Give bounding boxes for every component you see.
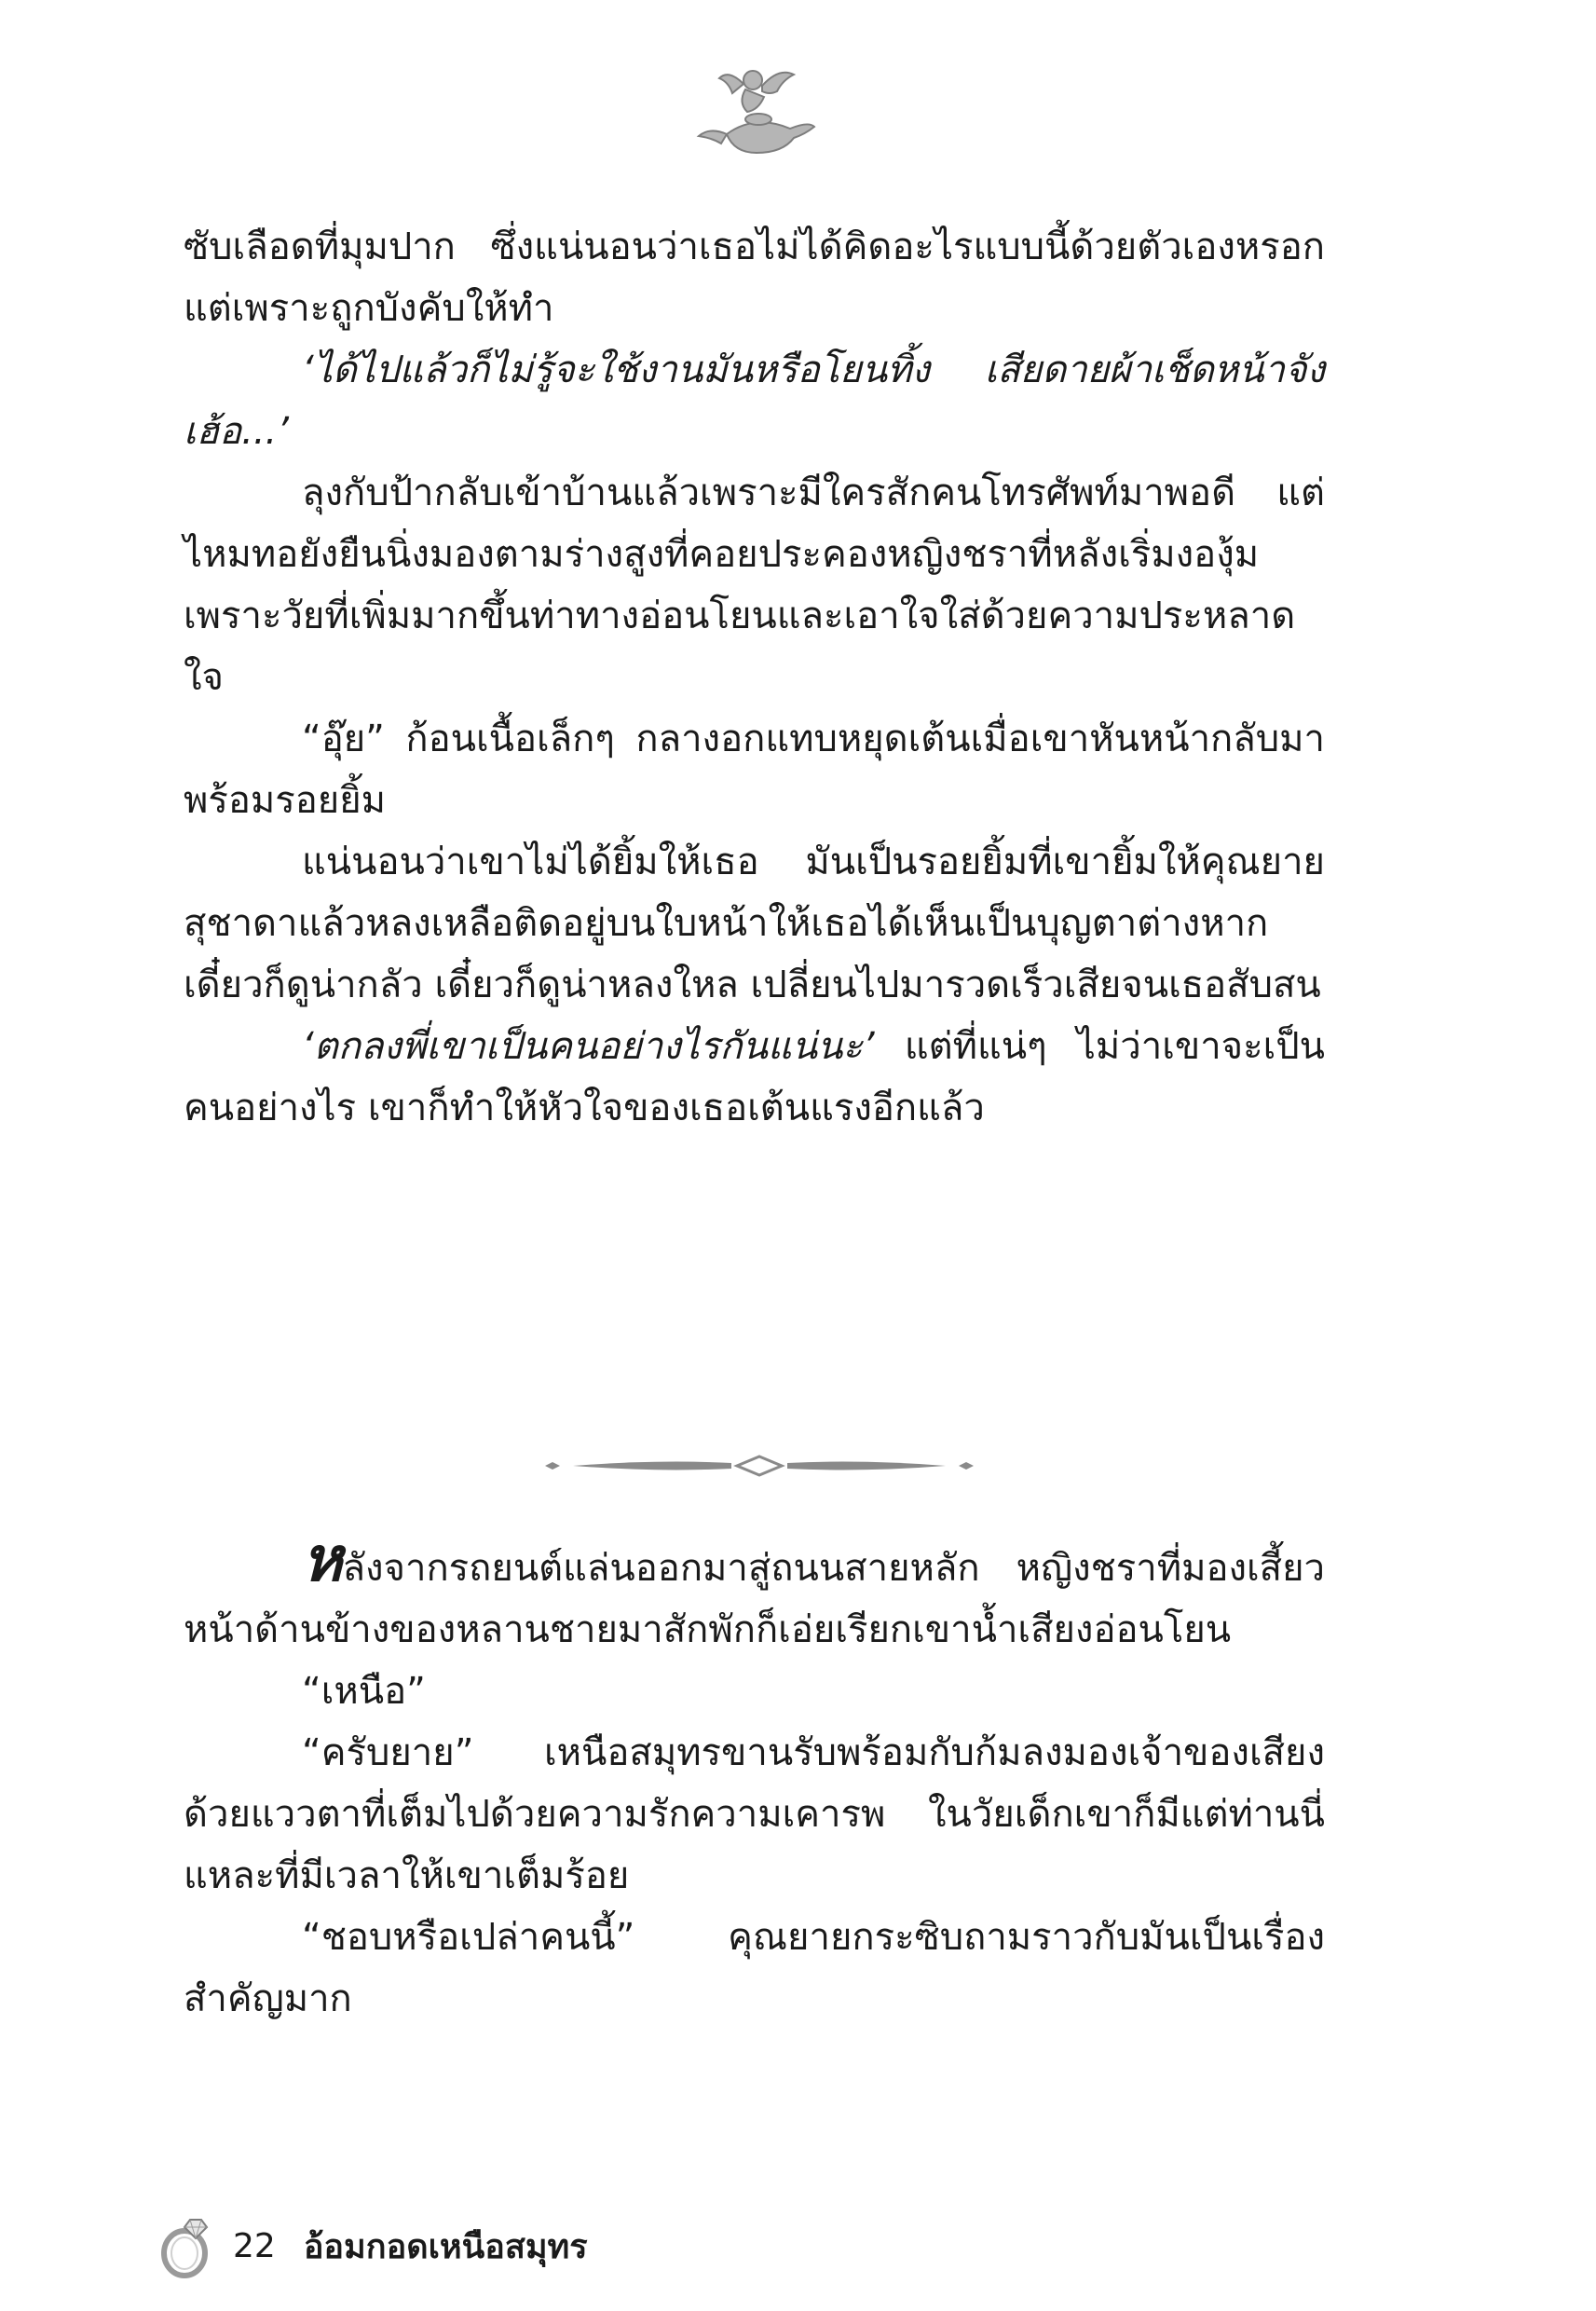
- page-footer: [158, 2208, 588, 2283]
- diamond-ring-icon: [158, 2212, 214, 2279]
- paragraph-5: แน่นอนว่าเขาไม่ได้ยิ้มให้เธอ มันเป็นรอยยิ้มที่เขายิ้มให้คุณยายสุชาดาแล้วหลงเหลือติดอยู่บนใบหน้าให้เธอได้เห็นเป็นบุญตาต่างหาก เดี๋ยวก็ดูน่ากลัว เดี๋ยวก็ดูน่าหลงใหล เปลี่ยนไปมารวดเร็วเสียจนเธอสับสน: [184, 841, 1325, 1006]
- body-text-bottom: [184, 1524, 1325, 2030]
- page-number: 22: [233, 2226, 276, 2265]
- paragraph-8: “เหนือ”: [302, 1670, 426, 1713]
- paragraph-4: “อุ๊ย” ก้อนเนื้อเล็กๆ กลางอกแทบหยุดเต้นเมื่อเขาหันหน้ากลับมาพร้อมรอยยิ้ม: [184, 718, 1325, 822]
- body-text-top: [184, 216, 1325, 1139]
- paragraph-7: หลังจากรถยนต์แล่นออกมาสู่ถนนสายหลัก หญิงชราที่มองเสี้ยวหน้าด้านข้างของหลานชายมาสักพักก็เอ่ยเรียกเขาน้ำเสียงอ่อนโยน: [184, 1524, 1325, 1651]
- book-title: อ้อมกอดเหนือสมุทร: [303, 2227, 588, 2266]
- paragraph-2-thought: ‘ได้ไปแล้วก็ไม่รู้จะใช้งานมันหรือโยนทิ้ง เสียดายผ้าเช็ดหน้าจังเฮ้อ...’: [184, 349, 1325, 453]
- paragraph-10: “ชอบหรือเปล่าคนนี้” คุณยายกระซิบถามราวกับมันเป็นเรื่องสำคัญมาก: [184, 1916, 1325, 2020]
- paragraph-1: ซับเลือดที่มุมปาก ซึ่งแน่นอนว่าเธอไม่ได้คิดอะไรแบบนี้ด้วยตัวเองหรอก แต่เพราะถูกบังคับให้ทำ: [184, 226, 1325, 330]
- paragraph-3: ลุงกับป้ากลับเข้าบ้านแล้วเพราะมีใครสักคนโทรศัพท์มาพอดี แต่ไหมทอยังยืนนิ่งมองตามร่างสูงที่คอยประคองหญิงชราที่หลังเริ่มงองุ้มเพราะวัยที่เพิ่มมากขึ้นท่าทางอ่อนโยนและเอาใจใส่ด้วยความประหลาดใจ: [184, 472, 1325, 699]
- paragraph-6: ‘ตกลงพี่เขาเป็นคนอย่างไรกันแน่นะ’ แต่ที่แน่ๆ ไม่ว่าเขาจะเป็นคนอย่างไร เขาก็ทำให้หัวใจของเธอเต้นแรงอีกแล้ว: [184, 1025, 1325, 1129]
- drop-cap: ห: [302, 1524, 343, 1595]
- inner-thought: ‘ตกลงพี่เขาเป็นคนอย่างไรกันแน่นะ’: [302, 1025, 875, 1068]
- cupid-teapot-ornament-icon: [689, 48, 820, 160]
- paragraph-9: “ครับยาย” เหนือสมุทรขานรับพร้อมกับก้มลงมองเจ้าของเสียงด้วยแววตาที่เต็มไปด้วยความรักความเคารพ ในวัยเด็กเขาก็มีแต่ท่านนี่แหละที่มีเวลาให้เขาเต็มร้อย: [184, 1731, 1325, 1897]
- ornamental-divider-icon: [545, 1452, 974, 1480]
